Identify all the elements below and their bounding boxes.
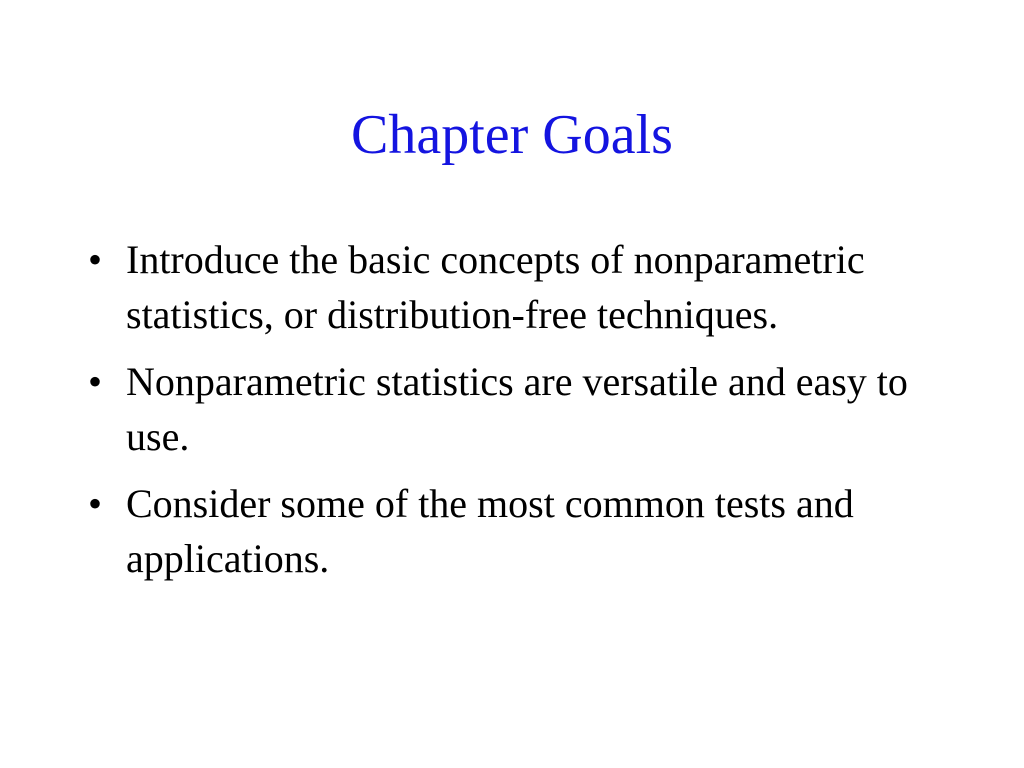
slide-title: Chapter Goals <box>351 104 673 166</box>
bullet-item <box>0 232 1024 342</box>
bullet-item <box>0 476 1024 586</box>
bullet-text: Introduce the basic concepts of nonparametric statistics, or distribution-free techniques. <box>126 237 865 337</box>
bullet-icon: • <box>88 237 103 282</box>
bullet-text: Nonparametric statistics are versatile and easy to use. <box>126 359 908 459</box>
bullet-text: Consider some of the most common tests and applications. <box>126 481 854 581</box>
bullet-list <box>0 232 1024 598</box>
bullet-item <box>0 354 1024 464</box>
bullet-icon: • <box>88 359 103 404</box>
bullet-icon: • <box>88 481 103 526</box>
